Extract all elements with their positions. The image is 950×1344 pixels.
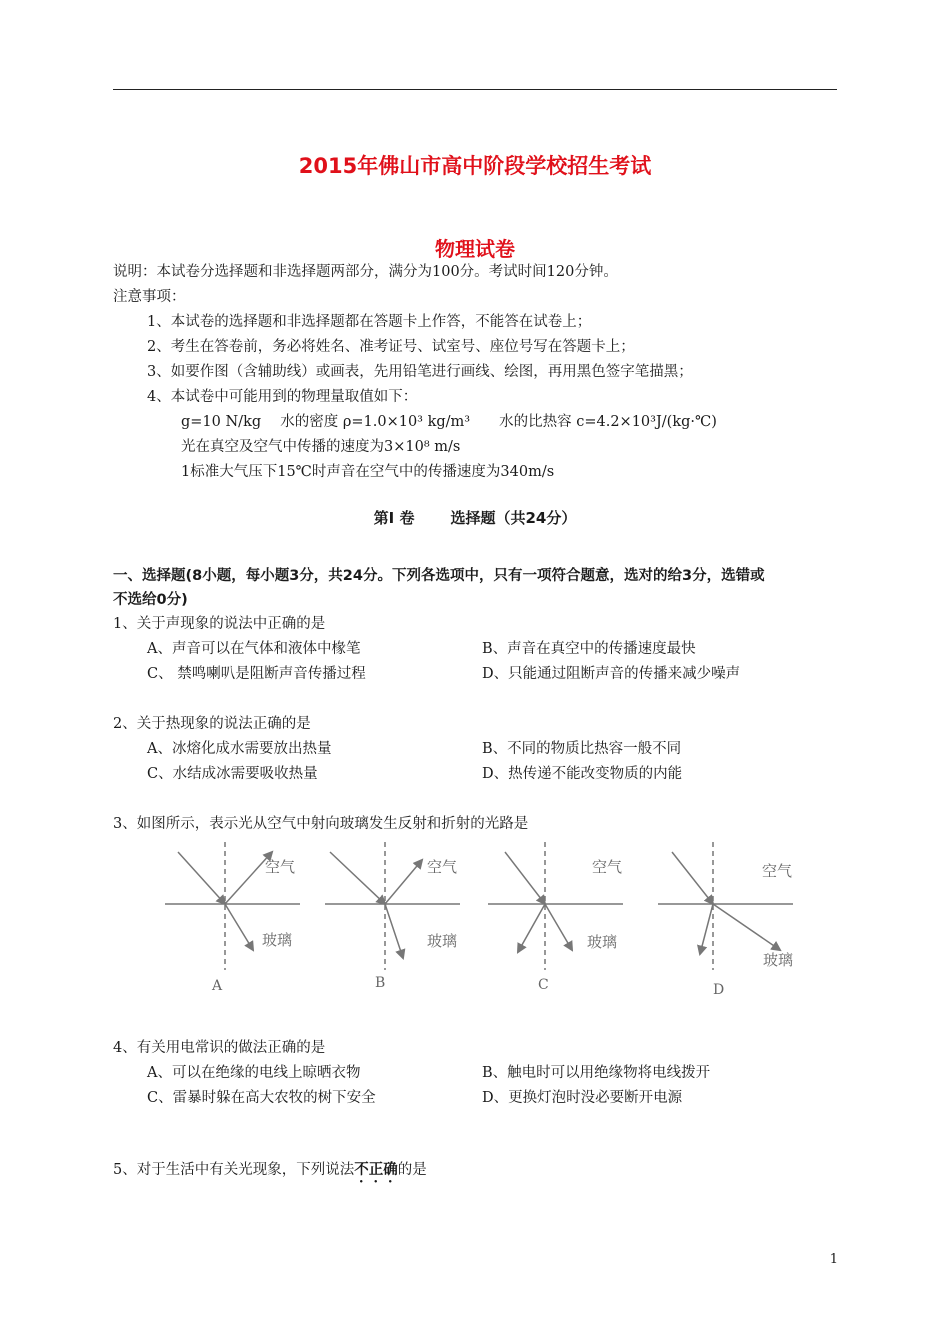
air-label: 空气: [592, 858, 623, 876]
question-stem: [113, 1160, 427, 1186]
panel-label-c: C: [538, 977, 549, 993]
exam-title: 2015年佛山市高中阶段学校招生考试: [298, 154, 652, 178]
header-rule: [113, 89, 837, 90]
option-b: B、触电时可以用绝缘物将电线拨开: [482, 1065, 711, 1081]
notice-item: 4、本试卷中可能用到的物理量取值如下：: [147, 389, 418, 405]
exam-description: 说明：本试卷分选择题和非选择题两部分，满分为100分。考试时间120分钟。: [113, 264, 618, 280]
option-b: B、声音在真空中的传播速度最快: [482, 641, 696, 657]
ray-reflected: [385, 860, 422, 904]
glass-label: 玻璃: [763, 951, 794, 969]
glass-label: 玻璃: [587, 933, 618, 951]
panel-label-b: B: [375, 975, 386, 991]
stem-emphasis: 不正确: [354, 1162, 398, 1178]
stem-text: 5、对于生活中有关光现象，下列说法: [113, 1162, 355, 1178]
ray-incident: [330, 852, 385, 904]
constant-line: g=10 N/kg 水的密度 ρ=1.0×10³ kg/m³ 水的比热容 c=4.2×10³J/(kg·℃): [181, 414, 717, 430]
option-a: A、冰熔化成水需要放出热量: [147, 741, 332, 757]
ray-reflected: [700, 904, 713, 954]
part-heading-line2: 不选给0分): [113, 592, 188, 608]
question-stem: 2、关于热现象的说法正确的是: [113, 716, 311, 732]
panel-label-a: A: [212, 978, 223, 994]
option-c: C、水结成冰需要吸收热量: [147, 766, 318, 782]
option-a: A、声音可以在气体和液体中椽笔: [147, 641, 361, 657]
glass-label: 玻璃: [262, 931, 293, 949]
option-c: C、 禁鸣喇叭是阻断声音传播过程: [147, 666, 366, 682]
exam-subtitle: 物理试卷: [435, 237, 515, 261]
ray-incident: [178, 852, 225, 904]
part-heading-line1: 一、选择题(8小题，每小题3分，共24分。下列各选项中，只有一项符合题意，选对的给3分，选错或: [113, 568, 765, 584]
air-label: 空气: [762, 862, 793, 880]
question-stem: 4、有关用电常识的做法正确的是: [113, 1040, 326, 1056]
option-d: D、更换灯泡时没必要断开电源: [482, 1090, 683, 1106]
ray-refracted: [713, 904, 780, 950]
air-label: 空气: [265, 858, 296, 876]
glass-label: 玻璃: [427, 932, 458, 950]
ray-refracted: [545, 904, 572, 950]
page-number: 1: [829, 1252, 838, 1267]
ray-incident: [672, 852, 713, 904]
ray-refracted: [225, 904, 253, 950]
option-d: D、热传递不能改变物质的内能: [482, 766, 683, 782]
panel-label-d: D: [713, 982, 725, 998]
section-name: 选择题（共24分）: [450, 509, 577, 527]
constant-line: 1标准大气压下15℃时声音在空气中的传播速度为340m/s: [181, 464, 555, 480]
notice-heading: 注意事项：: [113, 289, 186, 305]
stem-text: 的是: [397, 1162, 427, 1178]
ray-incident: [505, 852, 545, 904]
light-path-diagram: [160, 840, 810, 1010]
question-stem: 3、如图所示，表示光从空气中射向玻璃发生反射和折射的光路是: [113, 816, 529, 832]
question-stem: 1、关于声现象的说法中正确的是: [113, 616, 326, 632]
notice-item: 2、考生在答卷前，务必将姓名、准考证号、试室号、座位号写在答题卡上；: [147, 339, 635, 355]
ray-refracted: [385, 904, 403, 958]
constant-line: 光在真空及空气中传播的速度为3×10⁸ m/s: [181, 439, 461, 455]
air-label: 空气: [427, 858, 458, 876]
option-c: C、雷暴时躲在高大农牧的树下安全: [147, 1090, 376, 1106]
option-d: D、只能通过阻断声音的传播来减少噪声: [482, 666, 741, 682]
ray-reflected: [518, 904, 545, 952]
notice-item: 1、本试卷的选择题和非选择题都在答题卡上作答，不能答在试卷上；: [147, 314, 592, 330]
option-b: B、不同的物质比热容一般不同: [482, 741, 682, 757]
section-part: 第Ⅰ 卷: [373, 509, 415, 527]
section-heading: [0, 507, 950, 528]
notice-item: 3、如要作图（含辅助线）或画表，先用铅笔进行画线、绘图，再用黑色签字笔描黑；: [147, 364, 693, 380]
option-a: A、可以在绝缘的电线上晾晒衣物: [147, 1065, 361, 1081]
